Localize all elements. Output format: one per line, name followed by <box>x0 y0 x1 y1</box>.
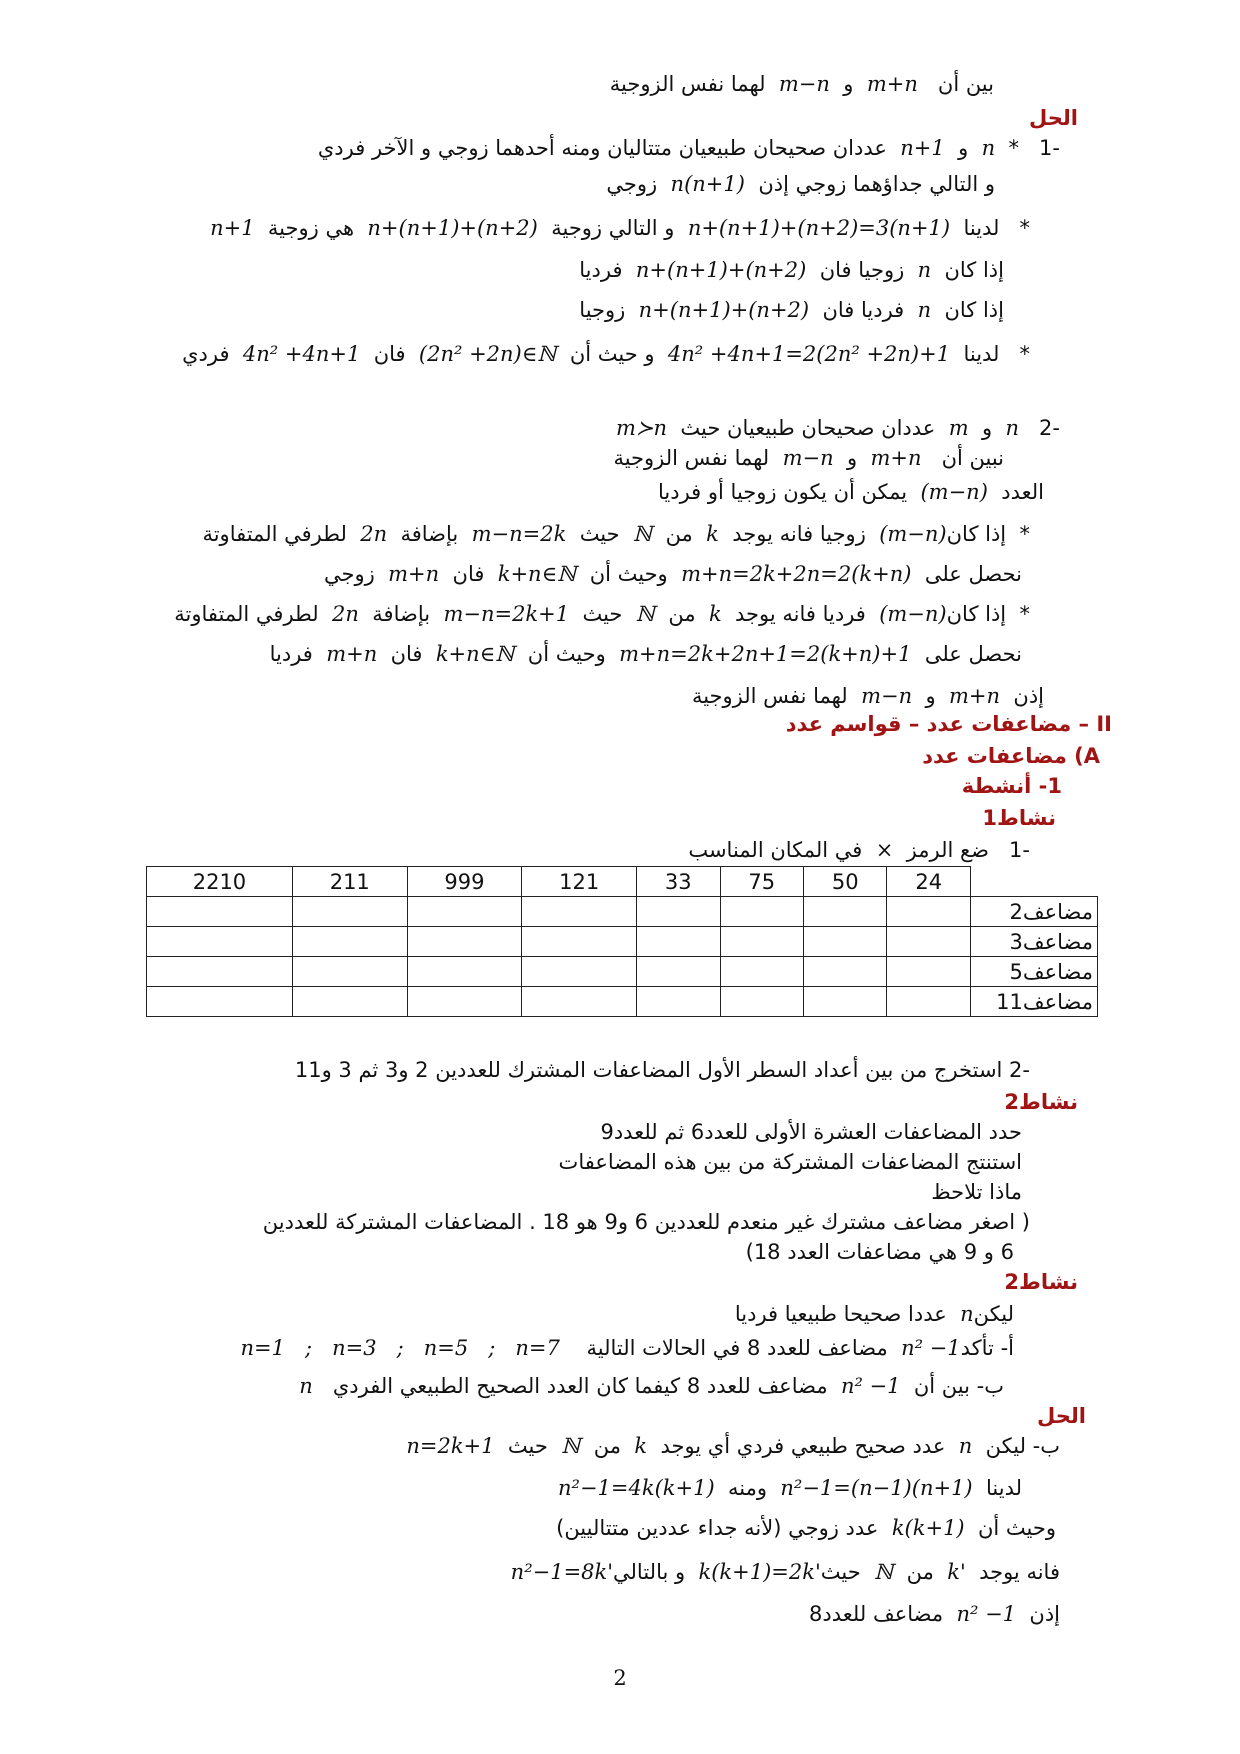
table-row <box>147 957 1098 987</box>
solution-line-4: إذا كان n زوجيا فان n+(n+1)+(n+2) فرديا <box>579 258 1004 282</box>
table-corner-cell <box>971 867 1098 897</box>
solution-2-line-5: إذن n² −1 مضاعف للعدد8 <box>809 1602 1060 1626</box>
solution-line-11: نحصل على m+n=2k+2n=2(k+n) وحيث أن k+n∈ℕ فان m+n زوجي <box>323 562 1022 586</box>
solution-line-7: -2 n و m عددان صحيحان طبيعيان حيث m≻n <box>616 416 1060 440</box>
table-cell[interactable] <box>887 897 971 927</box>
solution-line-10: * إذا كان(m−n) زوجيا فانه يوجد k من ℕ حيث m−n=2k بإضافة 2n لطرفي المتفاوتة <box>202 522 1030 546</box>
section-heading: II – مضاعفات عدد – قواسم عدد <box>785 712 1112 736</box>
activity-2-line: ماذا تلاحظ <box>931 1180 1022 1204</box>
activity-2b-line-2: أ- تأكدn² −1 مضاعف للعدد 8 في الحالات التالية n=1 ; n=3 ; n=5 ; n=7 <box>240 1336 1014 1360</box>
table-cell[interactable] <box>292 927 407 957</box>
table-cell[interactable] <box>720 897 803 927</box>
table-cell[interactable] <box>803 987 886 1017</box>
solution-line-3: * لدينا n+(n+1)+(n+2)=3(n+1) و التالي زوجية n+(n+1)+(n+2) هي زوجية n+1 <box>210 216 1030 240</box>
solution-2-heading: الحل <box>1037 1404 1086 1428</box>
table-cell[interactable] <box>720 987 803 1017</box>
solution-line-12: * إذا كان(m−n) فرديا فانه يوجد k من ℕ حيث m−n=2k+1 بإضافة 2n لطرفي المتفاوتة <box>174 602 1030 626</box>
table-header-cell: 33 <box>637 867 720 897</box>
solution-line-14: إذن m+n و m−n لهما نفس الزوجية <box>691 684 1044 708</box>
activity-2-heading: نشاط2 <box>1004 1090 1078 1114</box>
multiples-table <box>146 866 1098 1017</box>
activities-heading: 1- أنشطة <box>961 774 1062 798</box>
table-cell[interactable] <box>637 957 720 987</box>
table-header-cell: 121 <box>522 867 637 897</box>
activity-2-line: حدد المضاعفات العشرة الأولى للعدد6 ثم للعدد9 <box>600 1120 1022 1144</box>
solution-2-line-2: لدينا n²−1=(n−1)(n+1) ومنه n²−1=4k(k+1) <box>558 1476 1022 1500</box>
solution-2-line-1: ب- ليكن n عدد صحيح طبيعي فردي أي يوجد k من ℕ حيث n=2k+1 <box>406 1434 1060 1458</box>
table-row <box>147 897 1098 927</box>
table-row-header: مضاعف11 <box>971 987 1098 1017</box>
table-cell[interactable] <box>292 897 407 927</box>
solution-2-line-4: فانه يوجد k' من ℕ حيثk(k+1)=2k' و بالتاليn²−1=8k' <box>510 1560 1060 1584</box>
solution-line-2: و التالي جداؤهما زوجي إذن n(n+1) زوجي <box>606 172 995 196</box>
table-cell[interactable] <box>522 897 637 927</box>
table-header-cell: 24 <box>887 867 971 897</box>
activity-2b-line-1: ليكنn عددا صحيحا طبيعيا فرديا <box>734 1302 1014 1326</box>
activity-1-instruction: -1 ضع الرمز × في المكان المناسب <box>688 838 1030 862</box>
activity-1-question-2: -2 استخرج من بين أعداد السطر الأول المضاعفات المشترك للعددين 2 و3 ثم 3 و11 <box>294 1058 1030 1082</box>
intro-line: بين أن m+n و m−n لهما نفس الزوجية <box>609 72 994 96</box>
activity-1-heading: نشاط1 <box>982 806 1056 830</box>
table-cell[interactable] <box>803 897 886 927</box>
solution-heading: الحل <box>1029 106 1078 130</box>
table-header-cell: 211 <box>292 867 407 897</box>
table-cell[interactable] <box>407 957 522 987</box>
solution-line-5: إذا كان n فرديا فان n+(n+1)+(n+2) زوجيا <box>579 298 1004 322</box>
activity-2-line: 6 و 9 هي مضاعفات العدد 18) <box>745 1240 1014 1264</box>
table-cell[interactable] <box>147 897 293 927</box>
table-cell[interactable] <box>147 987 293 1017</box>
table-cell[interactable] <box>292 957 407 987</box>
activity-2b-line-3: ب- بين أن n² −1 مضاعف للعدد 8 كيفما كان العدد الصحيح الطبيعي الفردي n <box>299 1374 1004 1398</box>
solution-2-line-3: وحيث أن k(k+1) عدد زوجي (لأنه جداء عددين متتاليين) <box>556 1516 1056 1540</box>
table-cell[interactable] <box>292 987 407 1017</box>
page-number: 2 <box>613 1666 627 1690</box>
table-header-cell: 999 <box>407 867 522 897</box>
table-row-header: مضاعف3 <box>971 927 1098 957</box>
table-row <box>147 927 1098 957</box>
activity-2-line: استنتج المضاعفات المشتركة من بين هذه المضاعفات <box>558 1150 1022 1174</box>
activity-2-line: ( اصغر مضاعف مشترك غير منعدم للعددين 6 و9 هو 18 . المضاعفات المشتركة للعددين <box>262 1210 1030 1234</box>
table-row-header: مضاعف5 <box>971 957 1098 987</box>
table-cell[interactable] <box>887 927 971 957</box>
solution-line-9: العدد (m−n) يمكن أن يكون زوجيا أو فرديا <box>658 480 1044 504</box>
table-cell[interactable] <box>887 957 971 987</box>
table-cell[interactable] <box>407 927 522 957</box>
table-cell[interactable] <box>720 957 803 987</box>
table-cell[interactable] <box>887 987 971 1017</box>
table-cell[interactable] <box>637 897 720 927</box>
table-header-cell: 75 <box>720 867 803 897</box>
solution-line-8: نبين أن m+n و m−n لهما نفس الزوجية <box>613 446 1004 470</box>
table-cell[interactable] <box>803 927 886 957</box>
table-cell[interactable] <box>407 987 522 1017</box>
table-cell[interactable] <box>637 927 720 957</box>
table-cell[interactable] <box>522 927 637 957</box>
table-row-header: مضاعف2 <box>971 897 1098 927</box>
table-cell[interactable] <box>637 987 720 1017</box>
solution-line-13: نحصل على m+n=2k+2n+1=2(k+n)+1 وحيث أن k+n∈ℕ فان m+n فرديا <box>269 642 1022 666</box>
table-header-row <box>147 867 1098 897</box>
table-header-cell: 50 <box>803 867 886 897</box>
table-cell[interactable] <box>147 927 293 957</box>
solution-line-1: -1 * n و n+1 عددان صحيحان طبيعيان متتاليان ومنه أحدهما زوجي و الآخر فردي <box>317 136 1060 160</box>
table-header-cell: 2210 <box>147 867 293 897</box>
solution-line-6: * لدينا 4n² +4n+1=2(2n² +2n)+1 و حيث أن (2n² +2n)∈ℕ فان 4n² +4n+1 فردي <box>182 342 1030 366</box>
subsection-heading: A) مضاعفات عدد <box>922 744 1100 768</box>
table-cell[interactable] <box>407 897 522 927</box>
activity-2b-heading: نشاط2 <box>1004 1270 1078 1294</box>
table-cell[interactable] <box>803 957 886 987</box>
table-row <box>147 987 1098 1017</box>
table-cell[interactable] <box>147 957 293 987</box>
table-cell[interactable] <box>522 987 637 1017</box>
table-cell[interactable] <box>720 927 803 957</box>
table-cell[interactable] <box>522 957 637 987</box>
